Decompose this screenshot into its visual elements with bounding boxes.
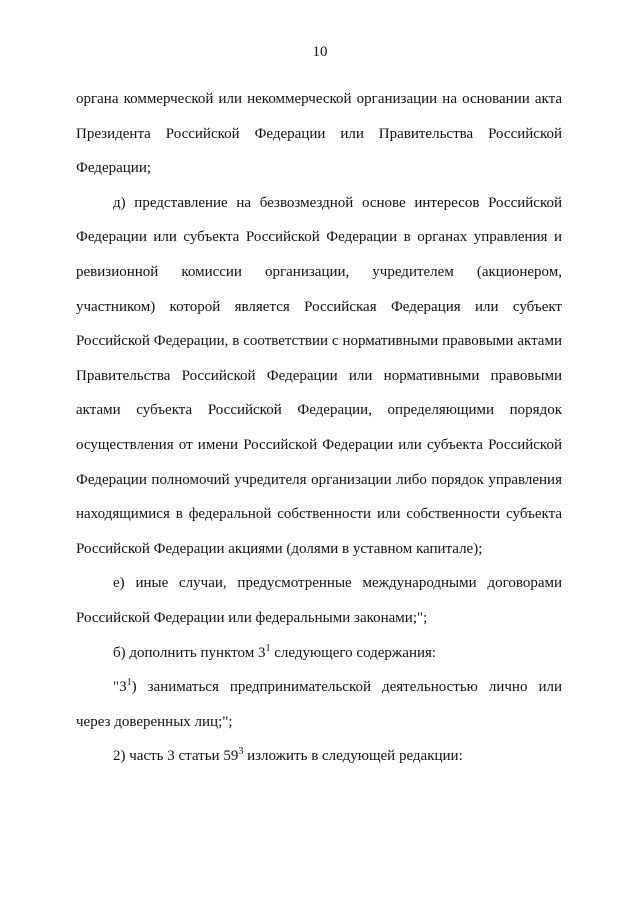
paragraph-item-b — [76, 636, 562, 671]
paragraph-point-3-1 — [76, 670, 562, 739]
paragraph-text: 2) часть 3 статьи 59 — [113, 748, 239, 765]
paragraph-continuation: органа коммерческой или некоммерческой организации на основании акта Президента Российской Федерации или Правительства Российской Федерации; — [76, 91, 562, 177]
paragraph-item-e: е) иные случаи, предусмотренные международными договорами Российской Федерации или федеральными законами;"; — [76, 575, 562, 626]
paragraph-text: б) дополнить пунктом 3 — [113, 644, 266, 661]
paragraph-item-d: д) представление на безвозмездной основе интересов Российской Федерации или субъекта Российской Федерации в органах управления и ревизионной комиссии организации, учредителем (акционером, участником) которой является Российская Федерация или субъект Российской Федерации, в соответствии с нормативными правовыми актами Правительства Российской Федерации или нормативными правовыми актами субъекта Российской Федерации, определяющими порядок осуществления от имени Российской Федерации или субъекта Российской Федерации полномочий учредителя организации либо порядок управления находящимися в федеральной собственности или собственности субъекта Российской Федерации акциями (долями в уставном капитале); — [76, 194, 562, 557]
page-number: 10 — [312, 44, 328, 60]
paragraph-text: следующего содержания: — [270, 644, 437, 661]
superscript: 1 — [126, 677, 132, 689]
paragraph-item-2 — [76, 739, 562, 774]
superscript: 1 — [265, 642, 271, 654]
paragraph-text: "3 — [113, 679, 127, 696]
document-body — [76, 82, 562, 774]
paragraph-text: изложить в следующей редакции: — [243, 748, 463, 765]
superscript: 3 — [238, 746, 244, 758]
paragraph-text: ) заниматься предпринимательской деятельностью лично или через доверенных лиц;"; — [76, 679, 562, 730]
